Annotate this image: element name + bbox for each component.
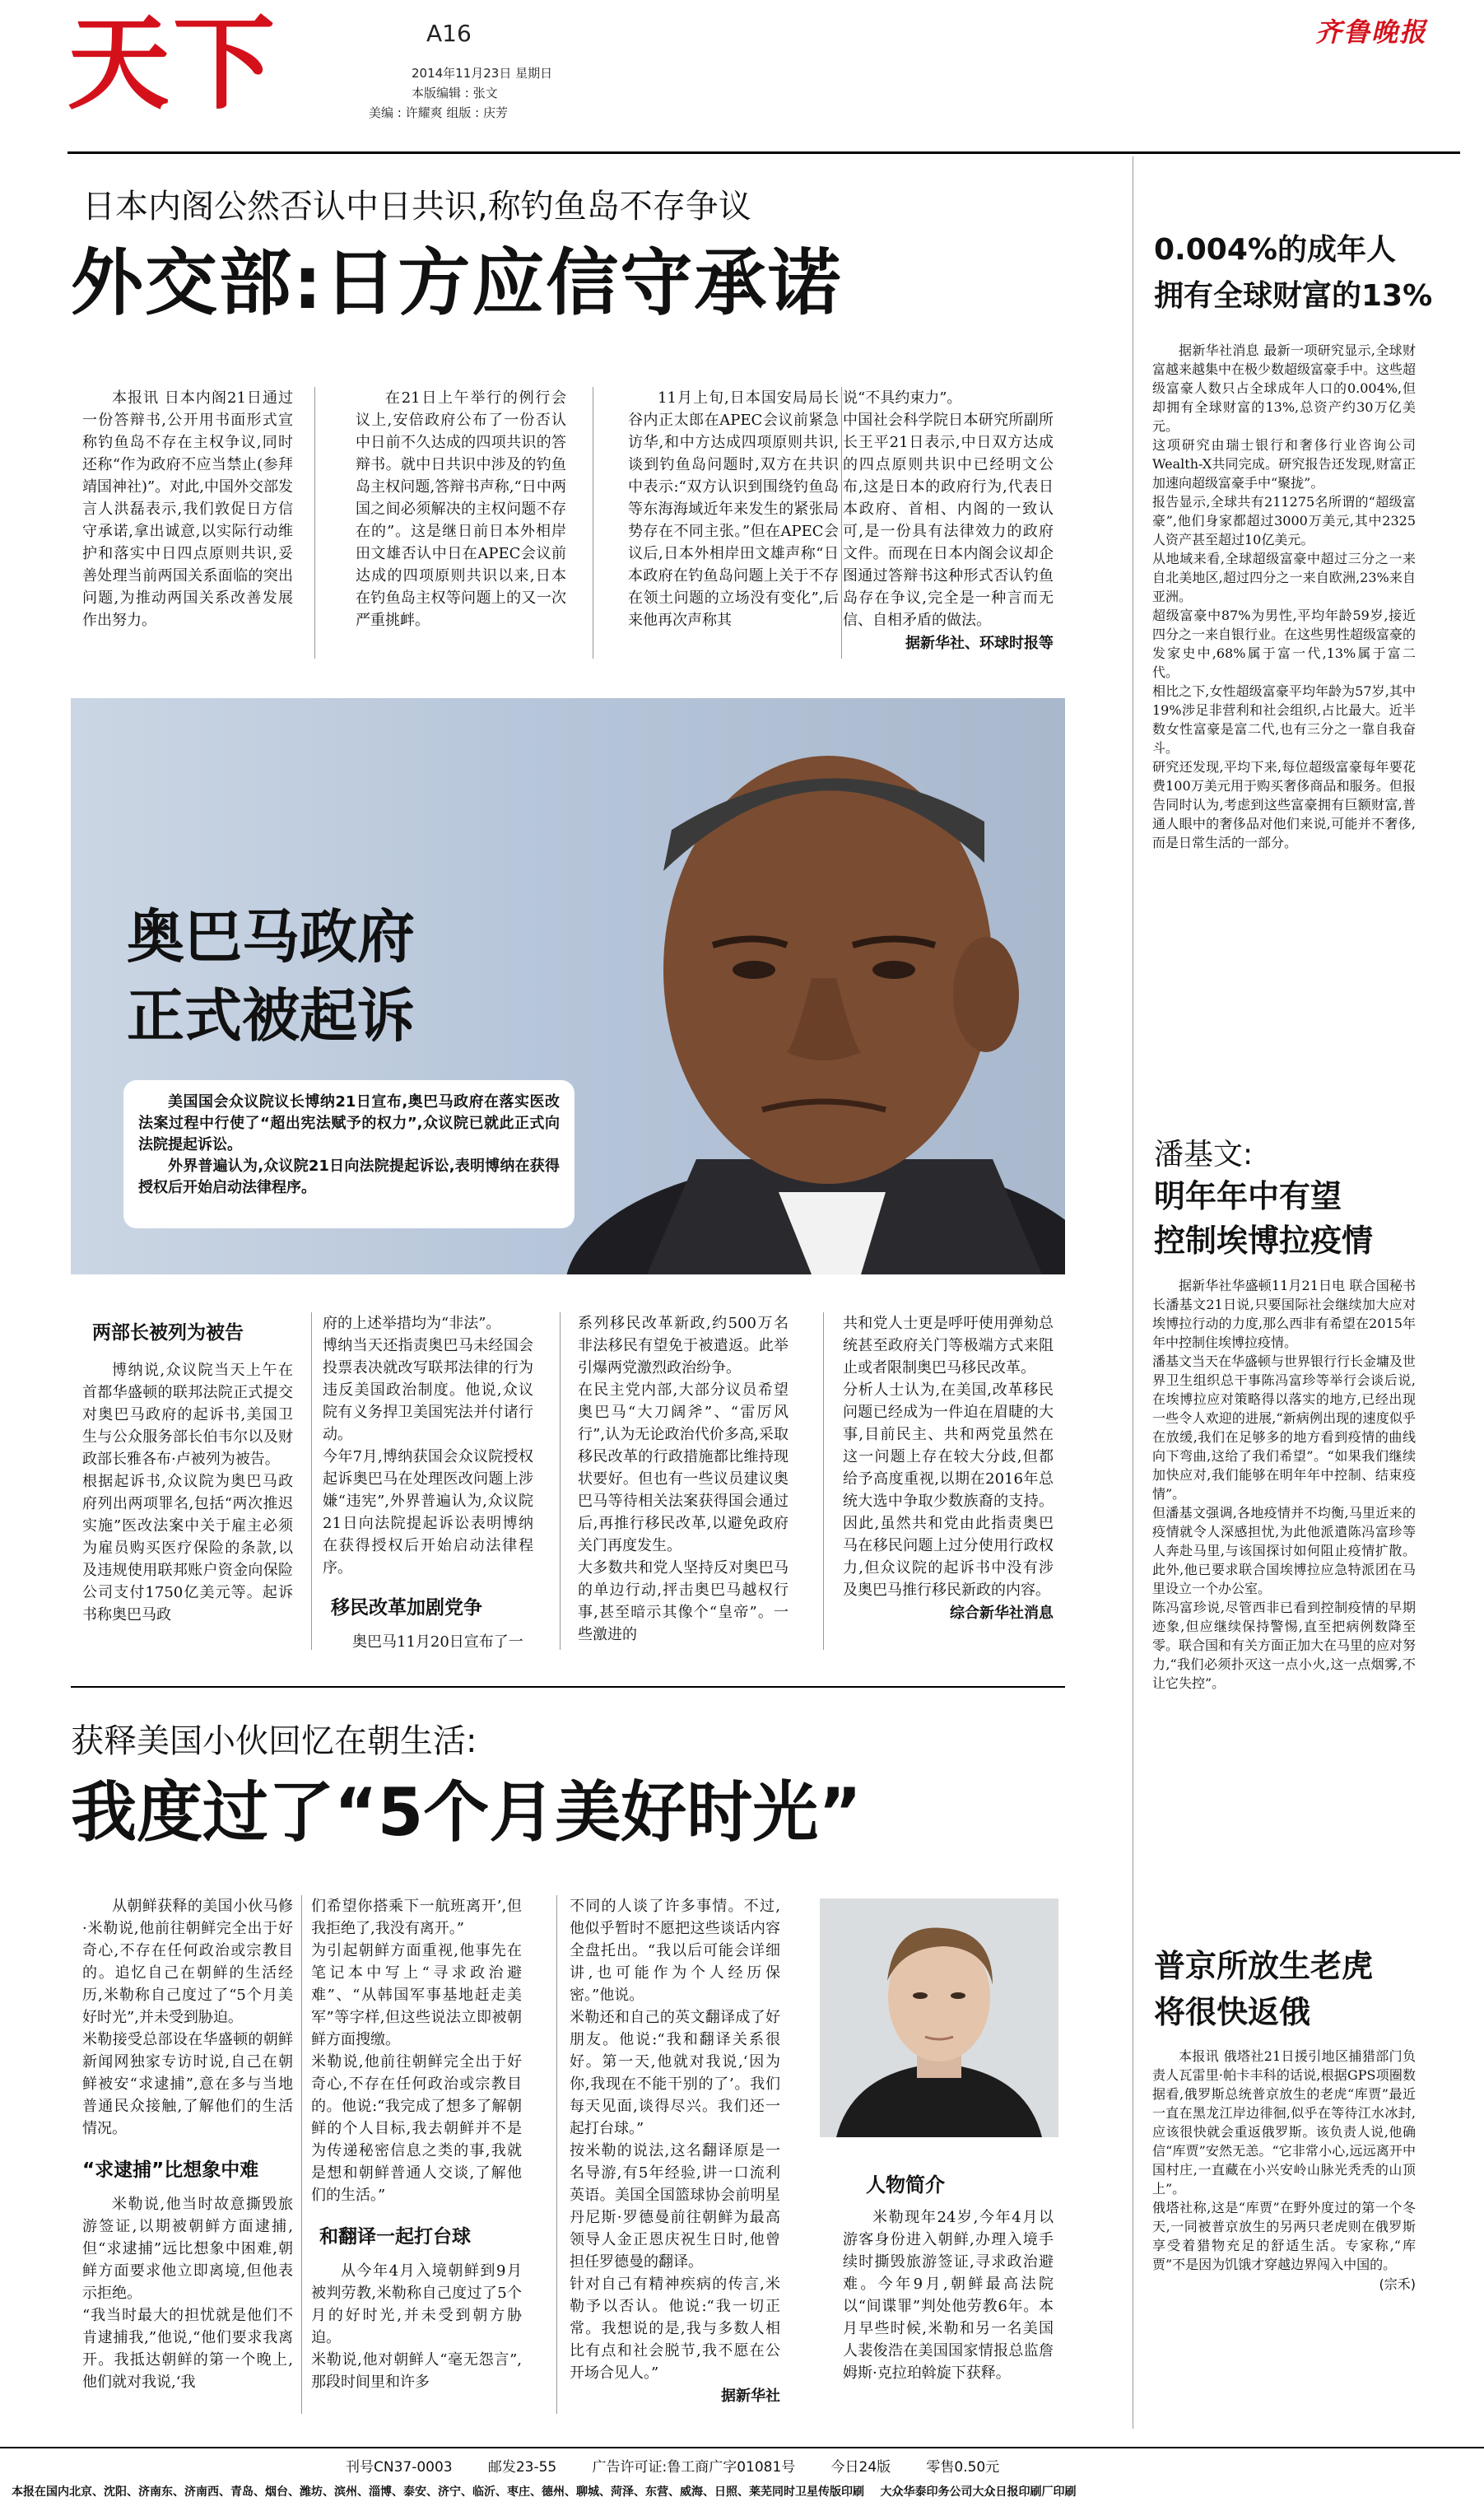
obama-lede-box	[123, 1080, 575, 1228]
japan-col-4	[843, 387, 1054, 667]
col-divider-obama-2	[560, 1312, 561, 1650]
col-divider-japan-3	[841, 387, 842, 659]
sidebar-story-2	[1152, 1276, 1416, 1910]
col-divider-korea-1	[301, 1895, 302, 2414]
obama-col-4	[843, 1312, 1054, 1666]
sidebar-story-2-headline	[1154, 1174, 1373, 1263]
korea-signoff: 据新华社	[721, 2388, 780, 2405]
obama-subhead-1: 两部长被列为被告	[92, 1322, 244, 1344]
obama-col-1-text: 博纳说,众议院当天上午在首都华盛顿的联邦法院正式提交对奥巴马政府的起诉书,美国卫生与公众服务部长伯韦尔以及财政部长雅各布·卢被列为被告。 根据起诉书,众议院为奥巴马政府列出两项罪名,包括“两次推迟实施”医改法案中关于雇主必须为雇员购买医疗保险的条款,以及违规使用联邦账户资金向保险公司支付1750亿美元等。起诉书称奥巴马政	[82, 1362, 293, 1624]
editor-line: 本版编辑 : 张文	[412, 86, 498, 100]
obama-col-4-text: 共和党人士更是呼吁使用弹劾总统甚至政府关门等极端方式来阻止或者限制奥巴马移民改革。 分析人士认为,在美国,改革移民问题已经成为一件迫在眉睫的大事,目前民主、共和两党虽然在这一问题上存在较大分歧,但都给予高度重视,以期在2016年总统大选中争取少数族裔的支持。因此,虽然共和党由此指责奥巴马在移民问题上过分使用行政权力,但众议院的起诉书中没有涉及奥巴马推行移民新政的内容。	[843, 1315, 1054, 1599]
obama-col-3-text: 系列移民改革新政,约500万名非法移民有望免于被遣返。此举引爆两党激烈政治纷争。 在民主党内部,大部分议员希望奥巴马“大刀阔斧”、“雷厉风行”,认为无论政治代价多高,采取移民改革的行政措施都比维持现状要好。但也有一些议员建议奥巴马等待相关法案获得国会通过后,再推行移民改革,以避免政府关门再度发生。 大多数共和党人坚持反对奥巴马的单边行动,抨击奥巴马越权行事,甚至暗示其像个“皇帝”。一些激进的	[578, 1315, 789, 1643]
japan-col-1	[82, 387, 293, 659]
obama-subhead-2: 移民改革加剧党争	[331, 1597, 482, 1619]
page-number: A16	[426, 20, 472, 47]
sidebar-story-3	[1152, 2047, 1416, 2425]
col-divider-obama-1	[311, 1312, 312, 1650]
korea-col-2	[311, 1895, 522, 2422]
masthead-divider	[67, 151, 1460, 154]
korea-col-3	[570, 1895, 780, 2422]
obama-headline-line-1: 奥巴马政府	[127, 903, 415, 971]
obama-col-2a-text: 府的上述举措均为“非法”。 博纳当天还指责奥巴马未经国会投票表决就改写联邦法律的行为违反美国政治制度。他说,众议院有义务捍卫美国宪法并付诸行动。 今年7月,博纳获国会众议院授权起诉奥巴马在处理医改问题上涉嫌“违宪”,外界普遍认为,众议院21日向法院提起诉讼表明博纳在获得授权后开始启动法律程序。	[323, 1315, 533, 1577]
sidebar-story-3-headline-line-2: 将很快返俄	[1154, 1994, 1311, 2030]
japan-signoff: 据新华社、环球时报等	[905, 635, 1054, 652]
obama-headline-line-2: 正式被起诉	[127, 982, 415, 1050]
col-divider-japan-1	[314, 387, 315, 659]
section-title: 天下	[67, 5, 279, 123]
section-divider	[71, 1686, 1065, 1688]
korea-col-1	[82, 1895, 293, 2422]
obama-col-2b-text: 奥巴马11月20日宣布了一	[352, 1633, 523, 1651]
korea-subhead-2: 和翻译一起打台球	[319, 2226, 471, 2248]
paper-logo: 齐鲁晚报	[1315, 16, 1428, 48]
japan-col-2	[356, 387, 566, 659]
korea-col-2-text: 们希望你搭乘下一航班离开’,但我拒绝了,我没有离开。” 为引起朝鲜方面重视,他事先在笔记本中写上“寻求政治避难”、“从韩国军事基地赶走美军”等字样,但这些说法立即被朝鲜方面搜缴。 米勒说,他前往朝鲜完全出于好奇心,不存在任何政治或宗教目的。他说:“我完成了想多了解朝鲜的个人目标,我去朝鲜并不是为传递秘密信息之类的事,我就是想和朝鲜普通人交谈,了解他们的生活。”	[311, 1898, 522, 2204]
korea-headline: 我度过了“5个月美好时光”	[71, 1774, 862, 1851]
sidebar-story-1-headline-line-1: 0.004%的成年人	[1154, 233, 1396, 267]
sidebar-story-1-headline-line-2: 拥有全球财富的13%	[1154, 279, 1433, 313]
date-line: 2014年11月23日 星期日	[412, 66, 553, 81]
japan-kicker: 日本内阁公然否认中日共识,称钓鱼岛不存争议	[82, 188, 751, 226]
obama-col-2	[323, 1312, 533, 1666]
korea-col-2b-text: 从今年4月入境朝鲜到9月被判劳教,米勒称自己度过了5个月的好时光,并未受到朝方胁迫。 米勒说,他对朝鲜人“毫无怨言”,那段时间里和许多	[311, 2262, 522, 2391]
footer-line-1: 刊号CN37-0003 邮发23-55 广告许可证:鲁工商广字01081号 今日24版 零售0.50元	[346, 2459, 1000, 2476]
obama-lede-p1: 美国国会众议院议长博纳21日宣布,奥巴马政府在落实医改法案过程中行使了“超出宪法赋予的权力”,众议院已就此正式向法院提起诉讼。	[138, 1093, 560, 1153]
korea-col-3-text: 不同的人谈了许多事情。不过,他似乎暂时不愿把这些谈话内容全盘托出。“我以后可能会详细讲,也可能作为个人经历保密。”他说。 米勒还和自己的英文翻译成了好朋友。他说:“我和翻译关系很好。第一天,他就对我说,‘因为你,我现在不能干别的了’。我们每天见面,谈得尽兴。我们还一起打台球。” 按米勒的说法,这名翻译原是一名导游,有5年经验,讲一口流利英语。美国全国篮球协会前明星丹尼斯·罗德曼前往朝鲜为最高领导人金正恩庆祝生日时,他曾担任罗德曼的翻译。 针对自己有精神疾病的传言,米勒予以否认。他说:“我一切正常。我想说的是,我与多数人相比有点和社会脱节,我不愿在公开场合见人。”	[570, 1898, 780, 2382]
japan-col-2-text: 在21日上午举行的例行会议上,安倍政府公布了一份否认中日前不久达成的四项共识的答辩书。就中日共识中涉及的钓鱼岛主权问题,答辩书声称,“日中两国之间必须解决的主权问题不存在的”。这是继日前日本外相岸田文雄否认中日在APEC会议前达成的四项原则共识以来,日本在钓鱼岛主权等问题上的又一次严重挑衅。	[356, 389, 566, 629]
sidebar-story-2-headline-line-2: 控制埃博拉疫情	[1154, 1223, 1374, 1259]
japan-col-1-text: 本报讯 日本内阁21日通过一份答辩书,公开用书面形式宣称钓鱼岛不存在主权争议,同时还称“作为政府不应当禁止(参拜靖国神社)”。对此,中国外交部发言人洪磊表示,我们敦促日方信守承诺,拿出诚意,以实际行动维护和落实中日四点原则共识,妥善处理当前两国关系面临的突出问题,为推动两国关系改善发展作出努力。	[82, 389, 293, 629]
miller-photo	[820, 1898, 1058, 2137]
miller-portrait	[820, 1898, 1058, 2137]
korea-col-1-text: 从朝鲜获释的美国小伙马修·米勒说,他前往朝鲜完全出于好奇心,不存在任何政治或宗教目的。追忆自己在朝鲜的生活经历,米勒称自己度过了“5个月美好时光”,并未受到胁迫。 米勒接受总部设在华盛顿的朝鲜新闻网独家专访时说,自己在朝鲜被安“求逮捕”,意在多与当地普通民众接触,了解他们的生活情况。	[82, 1898, 293, 2137]
sidebar-story-2-kicker: 潘基文:	[1154, 1138, 1254, 1172]
footer-rule	[0, 2447, 1484, 2448]
footer-line-2: 本报在国内北京、沈阳、济南东、济南西、青岛、烟台、潍坊、滨州、淄博、泰安、济宁、临沂、枣庄、德州、聊城、菏泽、东营、威海、日照、莱芜同时卫星传版印刷 大众华泰印务公司大众日报印刷厂印刷	[12, 2485, 1077, 2499]
sidebar-story-1-headline	[1154, 227, 1432, 319]
sidebar-story-1	[1152, 341, 1416, 1082]
korea-kicker: 获释美国小伙回忆在朝生活:	[71, 1722, 477, 1760]
sidebar-story-3-headline-line-1: 普京所放生老虎	[1154, 1948, 1374, 1984]
obama-col-1	[82, 1312, 293, 1658]
japan-col-3	[628, 387, 839, 659]
sidebar-story-3-body: 本报讯 俄塔社21日援引地区捕猎部门负责人瓦雷里·帕卡丰科的话说,根据GPS项圈数据看,俄罗斯总统普京放生的老虎“库贾”最近一直在黑龙江岸边徘徊,似乎在等待江水冰封,应该很快就会重返俄罗斯。该负责人说,他确信“库贾”安然无恙。“它非常小心,远远离开中国村庄,一直藏在小兴安岭山脉光秃秃的山顶上”。 俄塔社称,这是“库贾”在野外度过的第一个冬天,一同被普京放生的另两只老虎则在俄罗斯享受着猎物充足的舒适生活。专家称,“库贾”不是因为饥饿才穿越边界闯入中国的。	[1152, 2048, 1416, 2272]
sidebar-story-3-signoff: (宗禾)	[1379, 2276, 1416, 2292]
obama-photo-headline	[127, 897, 415, 1055]
sidebar-story-1-body: 据新华社消息 最新一项研究显示,全球财富越来越集中在极少数超级富豪手中。这些超级富豪人数只占全球成年人口的0.004%,但却拥有全球财富的13%,总资产约30万亿美元。 这项研究由瑞士银行和奢侈行业咨询公司Wealth-X共同完成。研究报告还发现,财富正加速向超级富豪手中“聚拢”。 报告显示,全球共有211275名所谓的“超级富豪”,他们身家都超过3000万美元,其中2325人资产甚至超过10亿美元。 从地域来看,全球超级富豪中超过三分之一来自北美地区,超过四分之一来自欧洲,23%来自亚洲。 超级富豪中87%为男性,平均年龄59岁,接近四分之一来自银行业。在这些男性超级富豪的发家史中,68%属于富一代,13%属于富二代。 相比之下,女性超级富豪平均年龄为57岁,其中19%涉足非营利和社会组织,占比最大。近半数女性富豪是富二代,也有三分之一靠自我奋斗。 研究还发现,平均下来,每位超级富豪每年要花费100万美元用于购买奢侈商品和服务。但报告同时认为,考虑到这些富豪拥有巨额财富,普通人眼中的奢侈品对他们来说,可能并不奢侈,而是日常生活的一部分。	[1152, 342, 1416, 850]
obama-signoff: 综合新华社消息	[950, 1605, 1054, 1622]
col-divider-obama-3	[823, 1312, 824, 1650]
obama-col-3	[578, 1312, 789, 1666]
sidebar-story-2-body: 据新华社华盛顿11月21日电 联合国秘书长潘基文21日说,只要国际社会继续加大应对埃博拉行动的力度,那么西非有希望在2015年年中控制住埃博拉疫情。 潘基文当天在华盛顿与世界银行行长金墉及世界卫生组织总干事陈冯富珍等举行会谈后说,在埃博拉应对策略得以落实的地方,已经出现一些令人欢迎的进展,“新病例出现的速度似乎在放缓,我们在足够多的地方看到疫情的曲线向下弯曲,这给了我们希望”。“如果我们继续加快应对,我们能够在明年年中控制、结束疫情”。 但潘基文强调,各地疫情并不均衡,马里近来的疫情就令人深感担忧,为此他派遣陈冯富珍等人奔赴马里,与该国探讨如何阻止疫情扩散。此外,他已要求联合国埃博拉应急特派团在马里设立一个办公室。 陈冯富珍说,尽管西非已看到控制疫情的早期迹象,但应继续保持警惕,直至把病例数降至零。联合国和有关方面正加大在马里的应对努力,“我们必须扑灭这一点小火,这一点烟雾,不让它失控”。	[1152, 1278, 1416, 1691]
profile-title: 人物简介	[866, 2173, 945, 2197]
profile-text: 米勒现年24岁,今年4月以游客身份进入朝鲜,办理入境手续时撕毁旅游签证,寻求政治避难。今年9月,朝鲜最高法院以“间谍罪”判处他劳教6年。本月早些时候,米勒和另一名美国人裴俊浩在美国国家情报总监詹姆斯·克拉珀斡旋下获释。	[843, 2209, 1054, 2382]
sidebar-story-3-headline	[1154, 1943, 1373, 2035]
obama-lede-p2: 外界普遍认为,众议院21日向法院提起诉讼,表明博纳在获得授权后开始启动法律程序。	[138, 1158, 560, 1196]
korea-subhead-1: “求逮捕”比想象中难	[82, 2159, 259, 2181]
japan-headline: 外交部:日方应信守承诺	[71, 240, 843, 325]
japan-col-4-text: 说“不具约束力”。 中国社会科学院日本研究所副所长王平21日表示,中日双方达成的四点原则共识中已经明文公布,这是日本的政府行为,代表日本政府、首相、内阁的一致认可,是一份具有法律效力的政府文件。而现在日本内阁会议却企图通过答辩书这种形式否认钓鱼岛存在争议,完全是一种言而无信、自相矛盾的做法。	[843, 389, 1054, 629]
japan-col-3-text: 11月上旬,日本国安局局长谷内正太郎在APEC会议前紧急访华,和中方达成四项原则共识,谈到钓鱼岛问题时,双方在共识中表示:“双方认识到围绕钓鱼岛等东海海域近年来发生的紧张局势存在不同主张。”但在APEC会议后,日本外相岸田文雄声称“日本政府在钓鱼岛问题上关于不存在领土问题的立场没有变化”,后来他再次声称其	[628, 389, 839, 629]
col-divider-korea-2	[556, 1895, 557, 2414]
designer-line: 美编 : 许耀爽 组版 : 庆芳	[369, 105, 508, 120]
korea-col-1b-text: 米勒说,他当时故意撕毁旅游签证,以期被朝鲜方面逮捕,但“求逮捕”远比想象中困难,朝鲜方面要求他立即离境,但他表示拒绝。 “我当时最大的担忧就是他们不肯逮捕我,”他说,“他们要求我离开。我抵达朝鲜的第一个晚上,他们就对我说,‘我	[82, 2196, 293, 2391]
sidebar-story-2-headline-line-1: 明年年中有望	[1154, 1178, 1342, 1214]
profile-box	[843, 2206, 1054, 2404]
